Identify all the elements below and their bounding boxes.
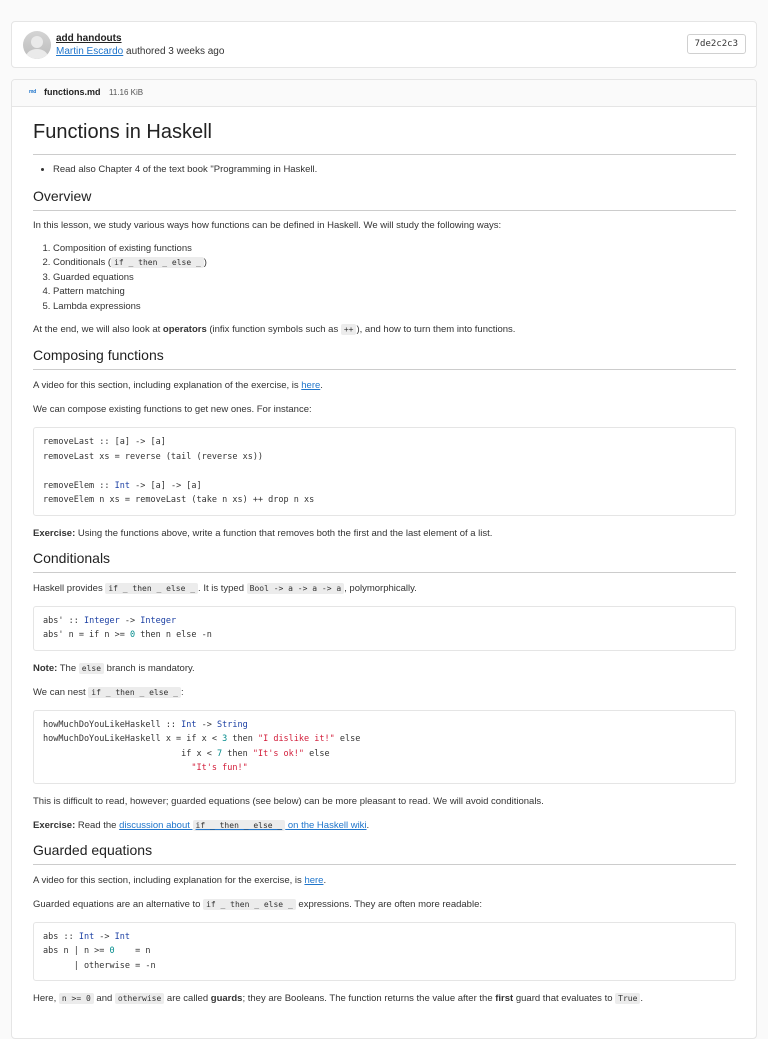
list-item: 1. Composition of existing functions: [53, 242, 736, 257]
heading-composing-functions: Composing functions: [33, 345, 736, 370]
inline-code: if _ then _ else _: [111, 257, 204, 268]
inline-code: Bool -> a -> a -> a: [247, 583, 345, 594]
composing-paragraph: We can compose existing functions to get new ones. For instance:: [33, 404, 312, 415]
video-link[interactable]: here: [301, 380, 321, 391]
commit-meta-suffix: authored 3 weeks ago: [126, 46, 225, 57]
ways-list: [33, 242, 736, 315]
inline-code: else: [79, 663, 104, 674]
page-title: Functions in Haskell: [33, 116, 736, 155]
markdown-file-icon: md: [29, 89, 37, 95]
guarded-alt-paragraph: Guarded equations are an alternative to if _ then _ else _ expressions. They are often more readable:: [33, 898, 482, 910]
commit-meta: [56, 46, 224, 57]
conditionals-difficult: This is difficult to read, however; guarded equations (see below) can be more pleasant to read. We will avoid conditionals.: [33, 795, 544, 807]
inline-code: ++: [341, 324, 357, 335]
file-name[interactable]: functions.md: [44, 87, 101, 97]
list-item: 2. Conditionals ( if _ then _ else _ ): [53, 256, 736, 271]
code-block-abs-prime: abs' :: Integer -> Integer abs' n = if n >= 0 then n else -n: [33, 606, 736, 651]
heading-conditionals: Conditionals: [33, 548, 736, 573]
haskell-wiki-link[interactable]: discussion about if _ then _ else _ on the Haskell wiki: [119, 819, 367, 831]
code-block-compose: removeLast :: [a] -> [a] removeLast xs = reverse (tail (reverse xs)) removeElem :: Int -> [a] -> [a] removeElem n xs = removeLast (take n xs) ++ drop n xs: [33, 427, 736, 516]
composing-exercise: Exercise: Using the functions above, write a function that removes both the first and the last element of a list.: [33, 527, 493, 539]
intro-bullet: • Read also Chapter 4 of the text book "Programming in Haskell.: [53, 163, 736, 178]
list-item: 4. Pattern matching: [53, 285, 736, 300]
list-item: 3. Guarded equations: [53, 271, 736, 286]
file-header: [12, 80, 756, 107]
inline-code: if _ then _ else _: [88, 687, 181, 698]
overview-paragraph: In this lesson, we study various ways how functions can be defined in Haskell. We will study the following ways:: [33, 219, 502, 231]
commit-bar: [11, 21, 757, 68]
code-block-abs: abs :: Int -> Int abs n | n >= 0 = n | otherwise = -n: [33, 922, 736, 982]
inline-code: if _ then _ else _: [105, 583, 198, 594]
inline-code: n >= 0: [59, 993, 94, 1004]
commit-title-link[interactable]: add handouts: [56, 33, 122, 44]
inline-code: True: [615, 993, 640, 1004]
conditionals-exercise: Exercise: Read the discussion about if _ then _ else _ on the Haskell wiki.: [33, 819, 370, 831]
video-link[interactable]: here: [304, 874, 324, 886]
commit-sha-button[interactable]: 7de2c2c3: [687, 34, 746, 54]
author-avatar[interactable]: [23, 31, 51, 59]
overview-end-paragraph: At the end, we will also look at operators (infix function symbols such as ++ ), and how to turn them into functions.: [33, 324, 516, 335]
commit-author-link[interactable]: Martin Escardo: [56, 46, 124, 57]
code-block-howmuch: howMuchDoYouLikeHaskell :: Int -> String howMuchDoYouLikeHaskell x = if x < 3 then "I dislike it!" else if x < 7 then "It's ok!" else "It's fun!": [33, 710, 736, 784]
list-item: 5. Lambda expressions: [53, 300, 736, 315]
guarded-video-paragraph: A video for this section, including explanation for the exercise, is here.: [33, 874, 327, 886]
file-panel: [11, 79, 757, 1039]
conditionals-paragraph: Haskell provides if _ then _ else _ . It is typed Bool -> a -> a -> a , polymorphically.: [33, 582, 417, 594]
heading-overview: Overview: [33, 186, 736, 211]
guarded-here-paragraph: Here, n >= 0 and otherwise are called guards; they are Booleans. The function returns the value after the first guard that evaluates to True .: [33, 993, 644, 1004]
conditionals-note: Note: The else branch is mandatory.: [33, 662, 195, 674]
heading-guarded-equations: Guarded equations: [33, 840, 736, 865]
conditionals-nest: We can nest if _ then _ else _ :: [33, 686, 184, 698]
inline-code: otherwise: [115, 993, 164, 1004]
composing-video-paragraph: A video for this section, including explanation of the exercise, is here.: [33, 380, 323, 391]
markdown-content: [33, 116, 736, 1005]
intro-list: [33, 163, 736, 178]
file-size: 11.16 KiB: [109, 88, 144, 97]
inline-code: if _ then _ else _: [203, 899, 296, 910]
